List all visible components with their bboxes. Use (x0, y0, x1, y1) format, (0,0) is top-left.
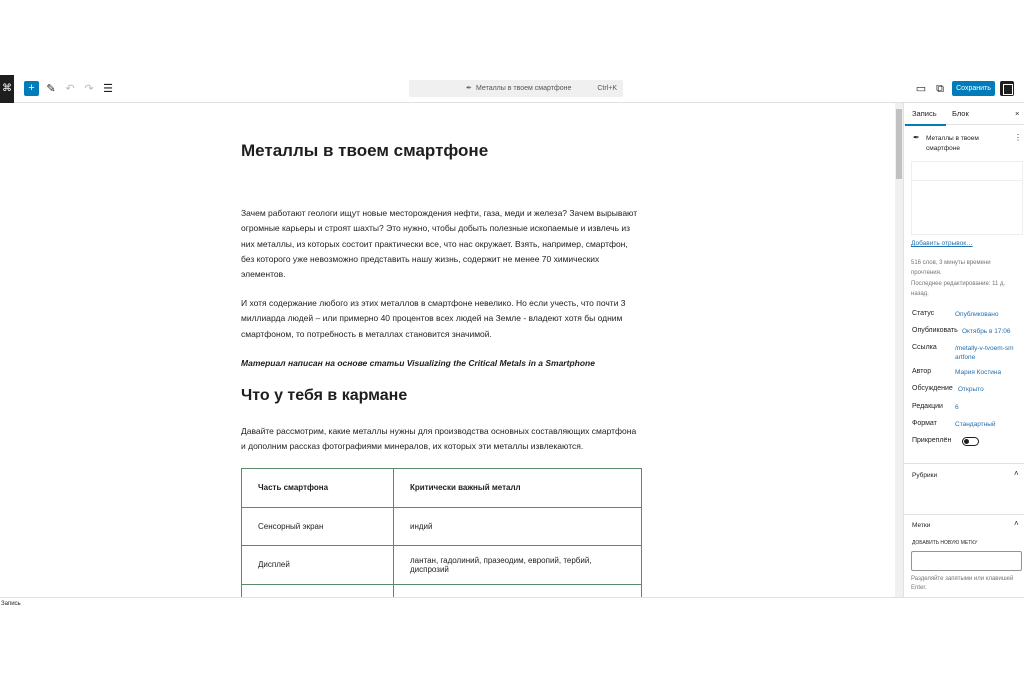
featured-image-area[interactable] (911, 161, 1023, 181)
save-button[interactable]: Сохранить (952, 81, 995, 96)
redo-icon[interactable]: ↷ (84, 83, 94, 95)
permalink-value[interactable]: /metally-v-tvoem-smartfone (955, 345, 1014, 361)
feather-icon: ✒ (466, 85, 472, 92)
add-tag-label: ДОБАВИТЬ НОВУЮ МЕТКУ (912, 540, 978, 546)
tags-panel-header[interactable]: Метки (912, 522, 931, 529)
excerpt-area[interactable] (911, 181, 1023, 235)
field-label: Автор (912, 368, 932, 375)
tab-block[interactable]: Блок (952, 109, 969, 118)
format-value[interactable]: Стандартный (955, 421, 996, 428)
table-block[interactable] (241, 468, 641, 597)
undo-icon[interactable]: ↶ (65, 83, 75, 95)
tag-hint: Разделяйте запятыми или клавишей Enter. (911, 576, 1014, 591)
canvas-scrollbar[interactable] (895, 103, 903, 597)
add-block-button[interactable]: + (24, 81, 39, 96)
scrollbar-thumb[interactable] (896, 109, 902, 179)
table-header-cell[interactable]: Критически важный металл (394, 469, 642, 508)
chevron-up-icon[interactable]: ˄ (1014, 469, 1019, 478)
view-post-external-icon[interactable]: ⧉ (936, 83, 944, 95)
field-label: Формат (912, 420, 937, 427)
field-label: Ссылка (912, 344, 937, 351)
close-icon[interactable]: × (1015, 109, 1020, 118)
heading-block[interactable]: Что у тебя в кармане (241, 387, 408, 404)
field-label: Редакции (912, 403, 943, 410)
tools-pen-icon[interactable]: ✎ (46, 83, 56, 95)
paragraph-block[interactable]: И хотя содержание любого из этих металлов в смартфоне невелико. Но если учесть, что почти 3 миллиарда людей – или примерно 40 процентов всех людей на Земле - владеют хотя бы одним смартфоном, то потребность в металлах становится значимой. (241, 298, 626, 339)
discussion-value[interactable]: Открыто (958, 386, 984, 393)
paragraph-block[interactable]: Материал написан на основе статьи Visualizing the Critical Metals in a Smartphone (241, 358, 595, 368)
add-excerpt-link[interactable]: Добавить отрывок… (911, 240, 973, 247)
paragraph-block[interactable]: Давайте рассмотрим, какие металлы нужны для производства основных составляющих смартфона и дополним рассказ фотографиями минералов, их которых эти металлы извлекаются. (241, 426, 637, 452)
command-title: Металлы в твоем смартфоне (476, 85, 572, 92)
sidebar-post-title: Металлы в твоем смартфоне (926, 135, 979, 152)
paragraph-block[interactable]: Зачем работают геологи ищут новые месторождения нефти, газа, меди и железа? Зачем вырывают огромные карьеры и строят шахты? Это нужно, чтобы добыть полезные ископаемые и извлечь из них металлы, из которых состоит практически все, что нас окружает. Взять, например, смартфон, без которого уже невозможно представить нашу жизнь, содержит не менее 70 химических элементов. (241, 208, 638, 280)
table-cell[interactable] (394, 584, 642, 597)
field-label: Опубликовать (912, 327, 958, 334)
chevron-up-icon[interactable]: ˄ (1014, 519, 1019, 528)
post-title[interactable]: Металлы в твоем смартфоне (241, 141, 489, 160)
tab-post[interactable]: Запись (912, 109, 937, 118)
add-tag-input[interactable] (911, 551, 1022, 571)
field-label: Прикреплён (912, 437, 952, 444)
table-cell[interactable]: Дисплей (242, 546, 394, 585)
field-label: Обсуждение (912, 385, 953, 392)
publish-date-value[interactable]: Октябрь в 17:06 (962, 328, 1011, 335)
editor-canvas (0, 103, 895, 597)
breadcrumb-item[interactable]: Запись (1, 601, 21, 607)
table-cell[interactable]: лантан, гадолиний, празеодим, европий, тербий, диспрозий (394, 546, 642, 585)
categories-panel-header[interactable]: Рубрики (912, 472, 938, 479)
settings-sidebar (903, 103, 1024, 597)
table-cell[interactable]: индий (394, 507, 642, 546)
preview-device-icon[interactable]: ▭ (915, 83, 927, 95)
table-cell[interactable]: Сенсорный экран (242, 507, 394, 546)
command-palette-button[interactable] (409, 80, 623, 97)
table-row (242, 584, 642, 597)
last-edited: Последнее редактирование: 11 д. назад. (911, 281, 1006, 297)
field-label: Статус (912, 310, 935, 317)
editor-toolbar (0, 75, 1024, 103)
table-row (242, 546, 642, 585)
word-stats: 516 слов, 3 минуты времени прочтения. (911, 260, 991, 276)
table-header-cell[interactable]: Часть смартфона (242, 469, 394, 508)
document-overview-icon[interactable]: ☰ (103, 83, 113, 95)
table-row (242, 507, 642, 546)
shortcut-hint: Ctrl+K (597, 85, 617, 92)
author-value[interactable]: Мария Костина (955, 369, 1002, 376)
block-breadcrumb (0, 597, 1024, 609)
table-header-row (242, 469, 642, 508)
more-options-icon[interactable]: ⋮ (1014, 133, 1022, 142)
status-value[interactable]: Опубликовано (955, 311, 999, 318)
revisions-value[interactable]: 6 (955, 404, 959, 411)
feather-icon: ✒ (913, 133, 920, 142)
settings-sidebar-toggle[interactable] (1000, 81, 1014, 96)
sticky-toggle[interactable] (962, 437, 979, 446)
table-cell[interactable] (242, 584, 394, 597)
wordpress-logo-button[interactable]: ⌘ (0, 75, 14, 103)
